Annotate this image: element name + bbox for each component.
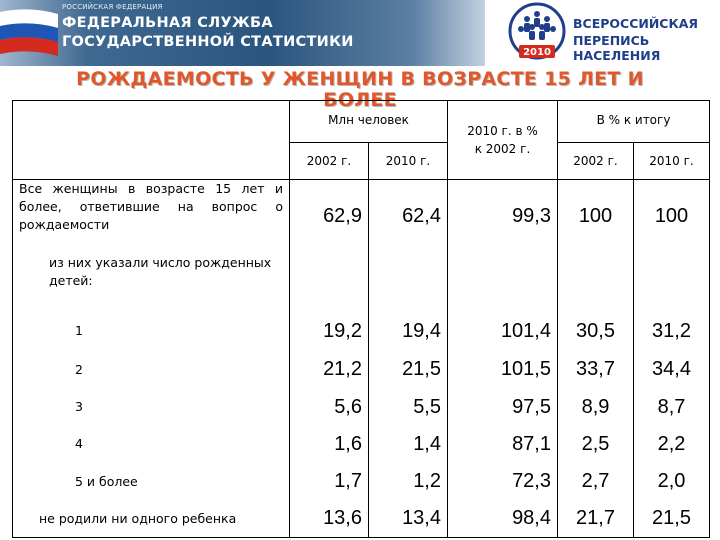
cell-2010: 1,2 xyxy=(369,463,448,501)
subheader-2010: 2010 г. xyxy=(369,143,448,180)
table-row xyxy=(13,426,710,463)
table-row xyxy=(13,312,710,351)
table-row xyxy=(13,254,710,312)
cell-2002: 1,6 xyxy=(290,426,369,463)
cell-2002: 1,7 xyxy=(290,463,369,501)
row-label-1: 1 xyxy=(13,312,290,351)
table-row xyxy=(13,180,710,254)
cell-2010: 1,4 xyxy=(369,426,448,463)
svg-text:2010: 2010 xyxy=(523,47,551,58)
subheader-pct-2002: 2002 г. xyxy=(558,143,634,180)
cell-2010: 5,5 xyxy=(369,389,448,426)
cell-2010: 62,4 xyxy=(369,180,448,254)
page-title-line1: РОЖДАЕМОСТЬ У ЖЕНЩИН В ВОЗРАСТЕ 15 ЛЕТ И xyxy=(76,68,644,90)
cell-2002: 5,6 xyxy=(290,389,369,426)
country-caption: РОССИЙСКАЯ ФЕДЕРАЦИЯ xyxy=(62,3,163,11)
table-row xyxy=(13,463,710,501)
cell-pct-2002: 2,7 xyxy=(558,463,634,501)
header xyxy=(0,0,720,68)
cell-pct-2010: 8,7 xyxy=(634,389,710,426)
cell-2002: 62,9 xyxy=(290,180,369,254)
header-empty-cell xyxy=(13,101,290,180)
row-label-2: 2 xyxy=(13,351,290,389)
org-name-line1: ФЕДЕРАЛЬНАЯ СЛУЖБА xyxy=(62,15,273,31)
census-title-line1: ВСЕРОССИЙСКАЯ xyxy=(573,16,698,31)
row-label-subheading: из них указали число рожденных детей: xyxy=(13,254,290,312)
cell-pct-2010: 21,5 xyxy=(634,501,710,538)
cell-2010: 13,4 xyxy=(369,501,448,538)
cell-pct-2002: 8,9 xyxy=(558,389,634,426)
org-name-line2: ГОСУДАРСТВЕННОЙ СТАТИСТИКИ xyxy=(62,34,354,50)
table-header-row xyxy=(13,101,710,143)
subheader-pct-2010: 2010 г. xyxy=(634,143,710,180)
row-label-total: Все женщины в возрасте 15 лет и более, ответившие на вопрос о рождаемости xyxy=(13,180,290,254)
cell-pct-2010: 34,4 xyxy=(634,351,710,389)
russian-flag-icon xyxy=(0,4,58,62)
cell-pct-2002: 100 xyxy=(558,180,634,254)
cell-ratio: 87,1 xyxy=(448,426,558,463)
cell-pct-2002: 30,5 xyxy=(558,312,634,351)
cell-pct-2002: 33,7 xyxy=(558,351,634,389)
cell-2002: 19,2 xyxy=(290,312,369,351)
census-title-line2: ПЕРЕПИСЬ НАСЕЛЕНИЯ xyxy=(573,33,661,63)
cell-pct-2010: 2,0 xyxy=(634,463,710,501)
cell-2002: 21,2 xyxy=(290,351,369,389)
cell-pct-2010: 2,2 xyxy=(634,426,710,463)
cell-2002: 13,6 xyxy=(290,501,369,538)
cell-2010: 21,5 xyxy=(369,351,448,389)
header-pct: В % к итогу xyxy=(558,101,710,143)
cell-ratio: 98,4 xyxy=(448,501,558,538)
header-ratio: 2010 г. в % к 2002 г. xyxy=(448,101,558,180)
page-title-line2: БОЛЕЕ xyxy=(323,89,397,111)
cell-ratio: 97,5 xyxy=(448,389,558,426)
cell-pct-2010: 31,2 xyxy=(634,312,710,351)
cell-2010: 19,4 xyxy=(369,312,448,351)
row-label-5-plus: 5 и более xyxy=(13,463,290,501)
cell-pct-2002: 21,7 xyxy=(558,501,634,538)
cell-ratio: 72,3 xyxy=(448,463,558,501)
table-row xyxy=(13,389,710,426)
cell-pct-2010: 100 xyxy=(634,180,710,254)
cell-ratio: 99,3 xyxy=(448,180,558,254)
fertility-table xyxy=(12,100,710,538)
row-label-childless: не родили ни одного ребенка xyxy=(13,501,290,538)
table-row xyxy=(13,501,710,538)
census-logo-icon xyxy=(507,2,567,64)
cell-pct-2002: 2,5 xyxy=(558,426,634,463)
table-row xyxy=(13,351,710,389)
cell-ratio: 101,5 xyxy=(448,351,558,389)
subheader-2002: 2002 г. xyxy=(290,143,369,180)
header-mln: Млн человек xyxy=(290,101,448,143)
cell-ratio: 101,4 xyxy=(448,312,558,351)
rosstat-banner xyxy=(0,0,485,66)
row-label-4: 4 xyxy=(13,426,290,463)
row-label-3: 3 xyxy=(13,389,290,426)
